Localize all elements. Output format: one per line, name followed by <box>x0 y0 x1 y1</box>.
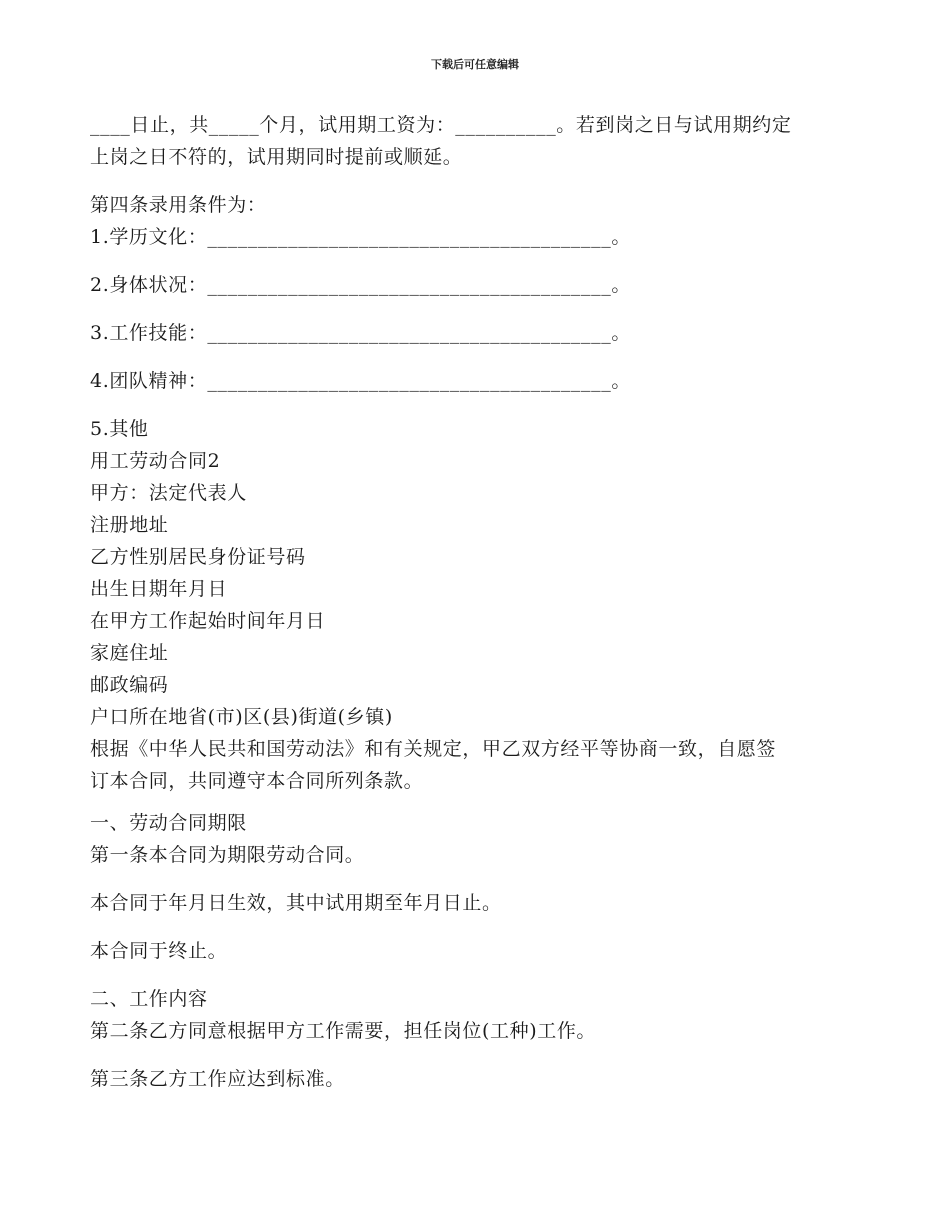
page-header: 下载后可任意编辑 <box>431 58 519 71</box>
party-a-line: 甲方：法定代表人 <box>90 482 247 504</box>
home-address-line: 家庭住址 <box>90 642 169 664</box>
section-2-title: 二、工作内容 <box>90 988 208 1010</box>
probation-clause-line-1: ____日止，共_____个月，试用期工资为：__________。若到岗之日与试用期约定 <box>90 114 792 136</box>
party-b-line: 乙方性别居民身份证号码 <box>90 546 306 568</box>
start-date-line: 在甲方工作起始时间年月日 <box>90 610 326 632</box>
article-4-title: 第四条录用条件为： <box>90 194 267 216</box>
termination-clause: 本合同于终止。 <box>90 940 228 962</box>
article-1: 第一条本合同为期限劳动合同。 <box>90 844 365 866</box>
preamble-line-1: 根据《中华人民共和国劳动法》和有关规定，甲乙双方经平等协商一致，自愿签 <box>90 738 777 760</box>
document-body <box>90 109 880 1095</box>
article-3: 第三条乙方工作应达到标准。 <box>90 1068 345 1090</box>
registered-address-line: 注册地址 <box>90 514 169 536</box>
condition-teamwork: 4.团队精神：________________________________________。 <box>90 370 631 392</box>
effective-clause: 本合同于年月日生效，其中试用期至年月日止。 <box>90 892 502 914</box>
condition-skills: 3.工作技能：________________________________________。 <box>90 322 631 344</box>
birth-date-line: 出生日期年月日 <box>90 578 228 600</box>
condition-health: 2.身体状况：________________________________________。 <box>90 274 631 296</box>
household-registration-line: 户口所在地省(市)区(县)街道(乡镇) <box>90 706 393 728</box>
contract-2-title: 用工劳动合同2 <box>90 450 221 472</box>
postal-code-line: 邮政编码 <box>90 674 169 696</box>
condition-education: 1.学历文化：________________________________________。 <box>90 226 631 248</box>
condition-other: 5.其他 <box>90 418 149 440</box>
probation-clause-line-2: 上岗之日不符的，试用期同时提前或顺延。 <box>90 146 463 168</box>
section-1-title: 一、劳动合同期限 <box>90 812 247 834</box>
article-2: 第二条乙方同意根据甲方工作需要，担任岗位(工种)工作。 <box>90 1020 597 1042</box>
preamble-line-2: 订本合同，共同遵守本合同所列条款。 <box>90 770 424 792</box>
